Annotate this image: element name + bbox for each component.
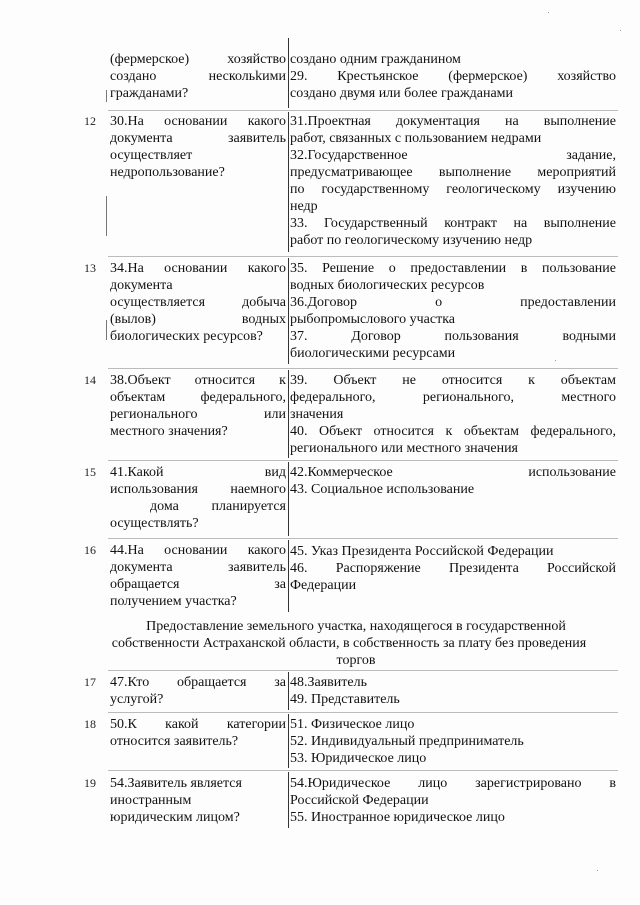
answer-line: рыбопромыслового участка (290, 312, 456, 327)
answer-cell (290, 113, 616, 249)
question-line: документа заявитель (110, 131, 286, 146)
answer-line: создано одним гражданином (290, 52, 461, 67)
row-separator (108, 368, 618, 369)
question-line: 34.На основании какого (110, 261, 286, 276)
answer-line: 55. Иностранное юридическое лицо (290, 810, 505, 825)
left-border-mark (106, 196, 107, 236)
question-line: 44.На основании какого (110, 543, 286, 558)
question-line: относится заявитель? (110, 734, 239, 749)
answer-line: водных биологических ресурсов (290, 278, 485, 293)
question-line: объектам федерального, (110, 390, 286, 405)
answer-line: 42.Коммерческое использование (290, 465, 616, 480)
question-line: 47.Кто обращается за (110, 675, 286, 690)
question-line: гражданами? (110, 86, 189, 101)
answer-line: Российской Федерации (290, 793, 429, 808)
row-number: 17 (84, 675, 96, 689)
column-divider (288, 38, 289, 108)
answer-line: биологическими ресурсами (290, 346, 456, 361)
row-number: 13 (84, 261, 96, 275)
answer-line: 29. Крестьянское (фермерское) хозяйство (290, 69, 616, 84)
answer-line: недр (290, 199, 318, 214)
column-divider (288, 540, 289, 612)
row-separator (108, 460, 618, 461)
answer-line: 32.Государственное задание, (290, 148, 616, 163)
question-cell (110, 260, 286, 345)
row-separator (108, 538, 618, 539)
row-number: 12 (84, 114, 96, 128)
question-line: местного значения? (110, 424, 228, 439)
row-separator (108, 670, 618, 671)
row-separator (108, 770, 618, 771)
answer-line: 33. Государственный контракт на выполнение (290, 216, 616, 231)
answer-line: 31.Проектная документация на выполнение (290, 114, 616, 129)
question-cell (110, 113, 286, 181)
question-cell (110, 775, 286, 826)
question-line: осуществляет (110, 148, 193, 163)
row-number: 19 (84, 776, 96, 790)
row-separator (108, 256, 618, 257)
column-divider (288, 112, 289, 252)
question-line: 41.Какой вид (110, 465, 286, 480)
answer-line: предусматривающее выполнение мероприятий (290, 165, 616, 180)
scan-artifact (548, 12, 549, 13)
question-line: использования наемного (110, 482, 286, 497)
answer-line: значения (290, 407, 344, 422)
column-divider (288, 772, 289, 828)
question-line: (фермерское) хозяйство (110, 52, 286, 67)
row-number: 16 (84, 543, 96, 557)
section-heading-line: Предоставление земельного участка, находящегося в государственной (146, 619, 566, 634)
question-line: юридическим лицом? (110, 810, 240, 825)
row-number: 18 (84, 717, 96, 731)
question-cell (110, 542, 286, 610)
question-cell (110, 51, 286, 102)
section-heading (86, 618, 626, 669)
question-line: документа заявитель (110, 560, 286, 575)
left-border-mark (106, 320, 107, 340)
row-separator (108, 110, 618, 111)
answer-line: 52. Индивидуальный предприниматель (290, 734, 524, 749)
answer-cell (290, 464, 616, 498)
scan-artifact (597, 870, 598, 871)
answer-line: регионального или местного значения (290, 441, 518, 456)
answer-cell (290, 674, 616, 708)
question-cell (110, 716, 286, 750)
answer-line: Федерации (290, 578, 357, 593)
question-line: получением участка? (110, 594, 237, 609)
question-line: регионального или (110, 407, 286, 422)
section-heading-line: собственности Астраханской области, в собственность за плату без проведения (111, 636, 587, 651)
question-line: осуществлять? (110, 516, 199, 531)
left-border-mark (106, 90, 107, 102)
answer-line: создано двумя или более гражданами (290, 86, 514, 101)
column-divider (288, 714, 289, 768)
column-divider (288, 462, 289, 536)
answer-cell (290, 372, 616, 457)
answer-cell (290, 716, 616, 767)
question-line: 30.На основании какого (110, 114, 286, 129)
answer-line: 49. Представитель (290, 692, 400, 707)
question-line: недропользование? (110, 165, 225, 180)
answer-line: 43. Социальное использование (290, 482, 475, 497)
answer-line: 40. Объект относится к объектам федерального, (290, 424, 616, 439)
answer-line: 46. Распоряжение Президента Российской (290, 561, 616, 576)
row-number: 15 (84, 465, 96, 479)
answer-line: 51. Физическое лицо (290, 717, 415, 732)
answer-cell (290, 542, 616, 594)
answer-line: работ, связанных с пользованием недрами (290, 131, 542, 146)
section-heading-line: торгов (336, 653, 376, 668)
question-cell (110, 674, 286, 708)
answer-line: 48.Заявитель (290, 675, 367, 690)
row-separator (108, 712, 618, 713)
question-line: 54.Заявитель является (110, 776, 242, 791)
question-line: создано нескольkими (110, 69, 286, 84)
question-line: 38.Объект относится к (110, 373, 286, 388)
answer-cell (290, 775, 616, 826)
question-line: осуществляется добыча (110, 295, 286, 310)
column-divider (288, 672, 289, 710)
question-line: (вылов) водных (110, 312, 286, 327)
answer-line: работ по геологическому изучению недр (290, 233, 533, 248)
question-line: иностранным (110, 793, 192, 808)
question-line: дома планируется (150, 499, 286, 514)
answer-line: 53. Юридическое лицо (290, 751, 427, 766)
question-line: услугой? (110, 692, 164, 707)
scan-artifact (620, 30, 621, 31)
question-cell (110, 464, 286, 532)
answer-line: 37. Договор пользования водными (290, 329, 616, 344)
answer-cell (290, 51, 616, 102)
question-line: документа (110, 278, 173, 293)
question-cell (110, 372, 286, 440)
question-line: обращается за (110, 577, 286, 592)
answer-line: по государственному геологическому изучению (290, 182, 616, 197)
answer-line: 39. Объект не относится к объектам (290, 373, 616, 388)
answer-cell (290, 260, 616, 362)
question-line: 50.К какой категории (110, 717, 286, 732)
answer-line: 35. Решение о предоставлении в пользование (290, 261, 616, 276)
column-divider (288, 258, 289, 364)
column-divider (288, 370, 289, 458)
answer-line: 45. Указ Президента Российской Федерации (290, 544, 554, 559)
answer-line: федерального, регионального, местного (290, 390, 616, 405)
answer-line: 54.Юридическое лицо зарегистрировано в (290, 776, 616, 791)
answer-line: 36.Договор о предоставлении (290, 295, 616, 310)
question-line: биологических ресурсов? (110, 329, 263, 344)
row-number: 14 (84, 373, 96, 387)
